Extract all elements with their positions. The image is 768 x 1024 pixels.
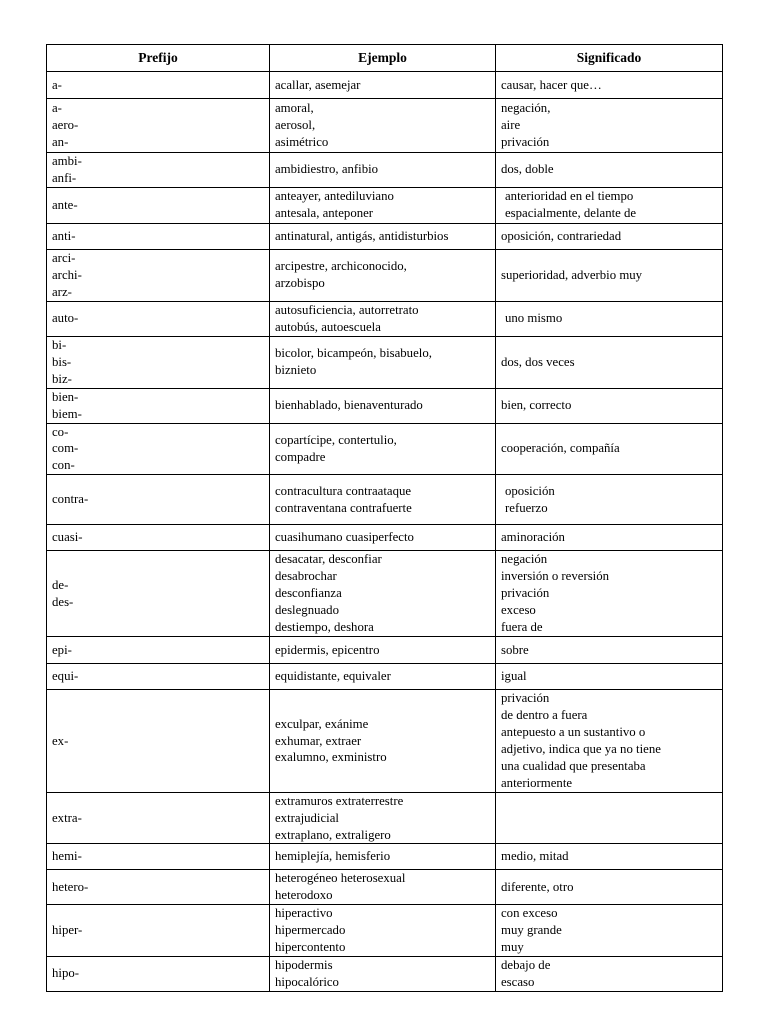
- table-row: [47, 525, 723, 551]
- significado-text: uno mismo: [505, 311, 563, 326]
- table-row: [47, 99, 723, 153]
- significado-text: medio, mitad: [501, 849, 569, 864]
- ejemplo-text: contraventana contrafuerte: [275, 500, 412, 515]
- significado-cell: [496, 301, 723, 336]
- significado-cell: [496, 388, 723, 423]
- ejemplo-cell: [270, 423, 496, 475]
- significado-cell: [496, 223, 723, 249]
- prefijo-cell: [47, 956, 270, 991]
- ejemplo-text: antinatural, antigás, antidisturbios: [275, 228, 449, 243]
- significado-text: anterioridad en el tiempo: [505, 189, 634, 204]
- prefijo-text: epi-: [52, 642, 72, 657]
- ejemplo-cell: [270, 792, 496, 844]
- significado-text: fuera de: [501, 620, 543, 635]
- significado-text: diferente, otro: [501, 879, 574, 894]
- prefijo-text: co-: [52, 424, 69, 439]
- prefijo-cell: [47, 551, 270, 637]
- table-row: [47, 690, 723, 792]
- significado-text: inversión o reversión: [501, 569, 610, 584]
- prefijo-text: bis-: [52, 354, 72, 369]
- prefijo-text: archi-: [52, 267, 82, 282]
- prefijo-cell: [47, 637, 270, 664]
- prefijo-text: equi-: [52, 669, 79, 684]
- prefijo-cell: [47, 301, 270, 336]
- ejemplo-text: hipodermis: [275, 958, 333, 973]
- table-row: [47, 249, 723, 301]
- significado-cell: [496, 637, 723, 664]
- ejemplo-cell: [270, 637, 496, 664]
- significado-cell: [496, 187, 723, 223]
- ejemplo-cell: [270, 870, 496, 905]
- prefijo-text: arz-: [52, 284, 72, 299]
- ejemplo-text: exculpar, exánime: [275, 716, 369, 731]
- prefijo-cell: [47, 223, 270, 249]
- significado-text: privación: [501, 586, 550, 601]
- prefijo-cell: [47, 423, 270, 475]
- ejemplo-text: acallar, asemejar: [275, 77, 361, 92]
- ejemplo-text: hemiplejía, hemisferio: [275, 849, 391, 864]
- significado-text: aire: [501, 118, 521, 133]
- prefijo-cell: [47, 388, 270, 423]
- ejemplo-cell: [270, 844, 496, 870]
- ejemplo-text: desabrochar: [275, 569, 337, 584]
- significado-cell: [496, 336, 723, 388]
- table-row: [47, 388, 723, 423]
- significado-cell: [496, 475, 723, 525]
- ejemplo-text: hiperactivo: [275, 906, 333, 921]
- prefijo-text: bien-: [52, 389, 79, 404]
- significado-text: oposición: [505, 483, 555, 498]
- ejemplo-cell: [270, 99, 496, 153]
- table-row: [47, 870, 723, 905]
- ejemplo-text: desconfianza: [275, 586, 342, 601]
- ejemplo-text: cuasihumano cuasiperfecto: [275, 530, 414, 545]
- table-row: [47, 336, 723, 388]
- significado-cell: [496, 792, 723, 844]
- table-row: [47, 551, 723, 637]
- table-row: [47, 72, 723, 99]
- prefijo-text: hetero-: [52, 879, 89, 894]
- significado-text: una cualidad que presentaba: [501, 758, 646, 773]
- significado-cell: [496, 99, 723, 153]
- prefijo-text: anfi-: [52, 170, 77, 185]
- prefijo-text: contra-: [52, 492, 89, 507]
- significado-text: oposición, contrariedad: [501, 228, 622, 243]
- significado-text: privación: [501, 134, 550, 149]
- ejemplo-text: arcipestre, archiconocido,: [275, 259, 407, 274]
- table-row: [47, 153, 723, 188]
- ejemplo-text: hipocalórico: [275, 974, 339, 989]
- table-row: [47, 223, 723, 249]
- significado-text: dos, doble: [501, 162, 554, 177]
- ejemplo-text: heterodoxo: [275, 888, 333, 903]
- prefijo-text: arci-: [52, 250, 76, 265]
- ejemplo-text: autosuficiencia, autorretrato: [275, 302, 419, 317]
- prefijo-cell: [47, 153, 270, 188]
- prefijo-text: hemi-: [52, 849, 82, 864]
- prefijo-text: aero-: [52, 118, 79, 133]
- significado-text: bien, correcto: [501, 398, 572, 413]
- significado-cell: [496, 551, 723, 637]
- significado-text: de dentro a fuera: [501, 708, 588, 723]
- prefijo-text: com-: [52, 441, 79, 456]
- table-row: [47, 956, 723, 991]
- significado-text: espacialmente, delante de: [505, 206, 637, 221]
- ejemplo-text: bicolor, bicampeón, bisabuelo,: [275, 346, 432, 361]
- ejemplo-text: extraplano, extraligero: [275, 827, 391, 842]
- prefijo-text: ambi-: [52, 154, 82, 168]
- prefijo-text: a-: [52, 101, 62, 116]
- prefijo-text: auto-: [52, 311, 79, 326]
- ejemplo-cell: [270, 690, 496, 792]
- table-row: [47, 844, 723, 870]
- prefijo-text: a-: [52, 77, 62, 92]
- ejemplo-text: epidermis, epicentro: [275, 642, 380, 657]
- prefijo-text: ante-: [52, 197, 78, 212]
- ejemplo-cell: [270, 223, 496, 249]
- header-ejemplo: Ejemplo: [270, 45, 496, 72]
- prefijo-text: biem-: [52, 406, 82, 421]
- ejemplo-text: autobús, autoescuela: [275, 319, 381, 334]
- ejemplo-text: heterogéneo heterosexual: [275, 871, 406, 886]
- significado-text: sobre: [501, 642, 529, 657]
- prefijo-text: extra-: [52, 810, 82, 825]
- significado-text: muy: [501, 940, 524, 955]
- significado-cell: [496, 956, 723, 991]
- prefijo-cell: [47, 336, 270, 388]
- ejemplo-text: copartícipe, contertulio,: [275, 432, 397, 447]
- significado-cell: [496, 870, 723, 905]
- significado-text: con exceso: [501, 906, 558, 921]
- prefijo-cell: [47, 690, 270, 792]
- header-prefijo: Prefijo: [47, 45, 270, 72]
- significado-cell: [496, 72, 723, 99]
- significado-text: causar, hacer que…: [501, 77, 602, 92]
- ejemplo-text: extrajudicial: [275, 810, 339, 825]
- ejemplo-text: extramuros extraterrestre: [275, 793, 404, 808]
- ejemplo-cell: [270, 525, 496, 551]
- table-row: [47, 905, 723, 957]
- prefijo-text: biz-: [52, 371, 72, 386]
- significado-text: superioridad, adverbio muy: [501, 267, 643, 282]
- ejemplo-text: contracultura contraataque: [275, 483, 412, 498]
- ejemplo-text: bienhablado, bienaventurado: [275, 398, 423, 413]
- ejemplo-cell: [270, 388, 496, 423]
- table-row: [47, 792, 723, 844]
- table-row: [47, 423, 723, 475]
- significado-cell: [496, 690, 723, 792]
- ejemplo-text: antesala, anteponer: [275, 206, 374, 221]
- ejemplo-cell: [270, 249, 496, 301]
- prefijo-text: cuasi-: [52, 530, 83, 545]
- table-row: [47, 664, 723, 690]
- significado-text: privación: [501, 691, 550, 706]
- ejemplo-cell: [270, 664, 496, 690]
- significado-cell: [496, 525, 723, 551]
- prefijo-cell: [47, 187, 270, 223]
- ejemplo-text: asimétrico: [275, 134, 329, 149]
- ejemplo-text: compadre: [275, 449, 326, 464]
- prefijo-cell: [47, 99, 270, 153]
- prefijo-text: ex-: [52, 733, 69, 748]
- prefijo-text: de-: [52, 577, 69, 592]
- significado-cell: [496, 249, 723, 301]
- ejemplo-text: deslegnuado: [275, 603, 339, 618]
- prefijo-text: hiper-: [52, 923, 83, 938]
- table-row: [47, 637, 723, 664]
- ejemplo-text: exhumar, extraer: [275, 733, 362, 748]
- table-row: [47, 475, 723, 525]
- significado-cell: [496, 844, 723, 870]
- table-row: [47, 187, 723, 223]
- prefijo-text: bi-: [52, 337, 67, 352]
- prefijo-cell: [47, 792, 270, 844]
- ejemplo-cell: [270, 301, 496, 336]
- ejemplo-text: equidistante, equivaler: [275, 669, 391, 684]
- table-row: [47, 301, 723, 336]
- ejemplo-text: destiempo, deshora: [275, 620, 374, 635]
- significado-text: muy grande: [501, 923, 562, 938]
- significado-text: anteriormente: [501, 775, 573, 790]
- prefijo-text: con-: [52, 458, 75, 473]
- ejemplo-text: anteayer, antediluviano: [275, 189, 394, 204]
- ejemplo-text: exalumno, exministro: [275, 750, 387, 765]
- ejemplo-cell: [270, 72, 496, 99]
- significado-text: exceso: [501, 603, 536, 618]
- ejemplo-text: hipercontento: [275, 940, 346, 955]
- prefijo-cell: [47, 905, 270, 957]
- significado-text: cooperación, compañía: [501, 441, 620, 456]
- prefijo-cell: [47, 525, 270, 551]
- prefijo-cell: [47, 249, 270, 301]
- prefijo-text: an-: [52, 134, 69, 149]
- ejemplo-text: arzobispo: [275, 276, 325, 291]
- ejemplo-text: aerosol,: [275, 118, 316, 133]
- ejemplo-cell: [270, 153, 496, 188]
- significado-text: debajo de: [501, 958, 551, 973]
- significado-text: dos, dos veces: [501, 354, 575, 369]
- prefijo-text: anti-: [52, 228, 76, 243]
- significado-cell: [496, 423, 723, 475]
- ejemplo-cell: [270, 187, 496, 223]
- ejemplo-text: biznieto: [275, 363, 317, 378]
- significado-text: igual: [501, 669, 527, 684]
- significado-text: antepuesto a un sustantivo o: [501, 725, 646, 740]
- prefijo-cell: [47, 870, 270, 905]
- prefijo-cell: [47, 664, 270, 690]
- ejemplo-cell: [270, 475, 496, 525]
- ejemplo-text: ambidiestro, anfibio: [275, 162, 379, 177]
- significado-cell: [496, 664, 723, 690]
- ejemplo-text: amoral,: [275, 101, 314, 116]
- prefijo-cell: [47, 844, 270, 870]
- significado-cell: [496, 905, 723, 957]
- ejemplo-cell: [270, 905, 496, 957]
- significado-text: refuerzo: [505, 500, 548, 515]
- ejemplo-cell: [270, 956, 496, 991]
- prefijo-text: des-: [52, 594, 74, 609]
- significado-text: adjetivo, indica que ya no tiene: [501, 741, 661, 756]
- significado-text: escaso: [501, 974, 535, 989]
- ejemplo-text: hipermercado: [275, 923, 346, 938]
- ejemplo-cell: [270, 551, 496, 637]
- significado-text: negación: [501, 552, 548, 567]
- ejemplo-cell: [270, 336, 496, 388]
- significado-text: negación,: [501, 101, 551, 116]
- header-significado: Significado: [496, 45, 723, 72]
- prefijo-cell: [47, 475, 270, 525]
- ejemplo-text: desacatar, desconfiar: [275, 552, 382, 567]
- header-row: [47, 45, 723, 72]
- prefijo-text: hipo-: [52, 966, 80, 981]
- prefijo-cell: [47, 72, 270, 99]
- prefix-table: [46, 44, 723, 992]
- significado-text: aminoración: [501, 530, 565, 545]
- significado-cell: [496, 153, 723, 188]
